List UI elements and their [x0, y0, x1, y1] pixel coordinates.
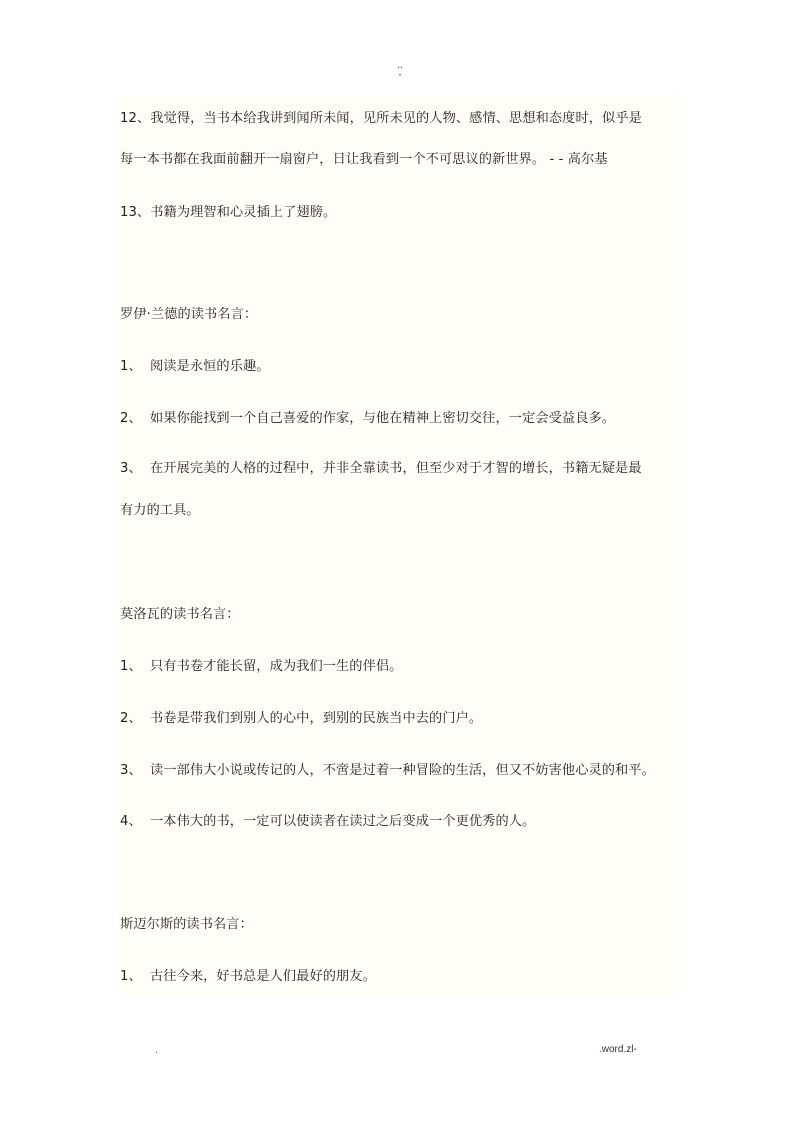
list-text: 古往今来，好书总是人们最好的朋友。 — [150, 969, 376, 984]
quote-13: 13、书籍为理智和心灵插上了翅膀。 — [120, 205, 337, 220]
list-number: 3、 — [120, 763, 142, 778]
list-item — [120, 710, 680, 728]
footer-right-mark: .word.zl- — [599, 1044, 637, 1055]
list-item — [120, 762, 680, 780]
list-number: 2、 — [120, 711, 142, 726]
section-heading-smiles: 斯迈尔斯的读书名言： — [120, 917, 253, 932]
quote-12-line-1: 12、我觉得，当书本给我讲到闻所未闻，见所未见的人物、感情、思想和态度时，似乎是 — [120, 111, 642, 126]
header-mark-top: .. — [397, 61, 403, 71]
quote-12-line-2: 每一本书都在我面前翻开一扇窗户，日让我看到一个不可思议的新世界。 - - 高尔基 — [120, 152, 608, 167]
section-heading-maurois: 莫洛瓦的读书名言： — [120, 607, 240, 622]
list-number: 2、 — [120, 411, 142, 426]
list-text: 书卷是带我们到别人的心中，到别的民族当中去的门户。 — [150, 711, 483, 726]
list-text: 在开展完美的人格的过程中，并非全靠读书，但至少对于才智的增长，书籍无疑是最 — [150, 461, 642, 476]
list-text: 如果你能找到一个自己喜爱的作家，与他在精神上密切交往，一定会受益良多。 — [150, 411, 616, 426]
list-text: 一本伟大的书，一定可以使读者在读过之后变成一个更优秀的人。 — [150, 814, 536, 829]
content-background — [118, 96, 676, 994]
list-text: 只有书卷才能长留，成为我们一生的伴侣。 — [150, 659, 403, 674]
list-number: 1、 — [120, 969, 142, 984]
list-number: 1、 — [120, 359, 142, 374]
list-text: 阅读是永恒的乐趣。 — [150, 359, 270, 374]
list-item — [120, 968, 680, 986]
footer-left-mark: . — [155, 1046, 158, 1056]
page-header-mark — [390, 62, 410, 80]
list-number: 4、 — [120, 814, 142, 829]
list-item — [120, 460, 680, 478]
list-item — [120, 358, 680, 376]
list-text: 读一部伟大小说或传记的人，不啻是过着一种冒险的生活，但又不妨害他心灵的和平。 — [150, 763, 655, 778]
list-item-continuation: 有力的工具。 — [120, 503, 200, 518]
list-item — [120, 813, 680, 831]
list-item — [120, 658, 680, 676]
list-number: 1、 — [120, 659, 142, 674]
list-number: 3、 — [120, 461, 142, 476]
list-item — [120, 410, 680, 428]
section-heading-roy-rand: 罗伊·兰德的读书名言： — [120, 307, 258, 322]
header-mark-bottom: - — [398, 70, 402, 80]
